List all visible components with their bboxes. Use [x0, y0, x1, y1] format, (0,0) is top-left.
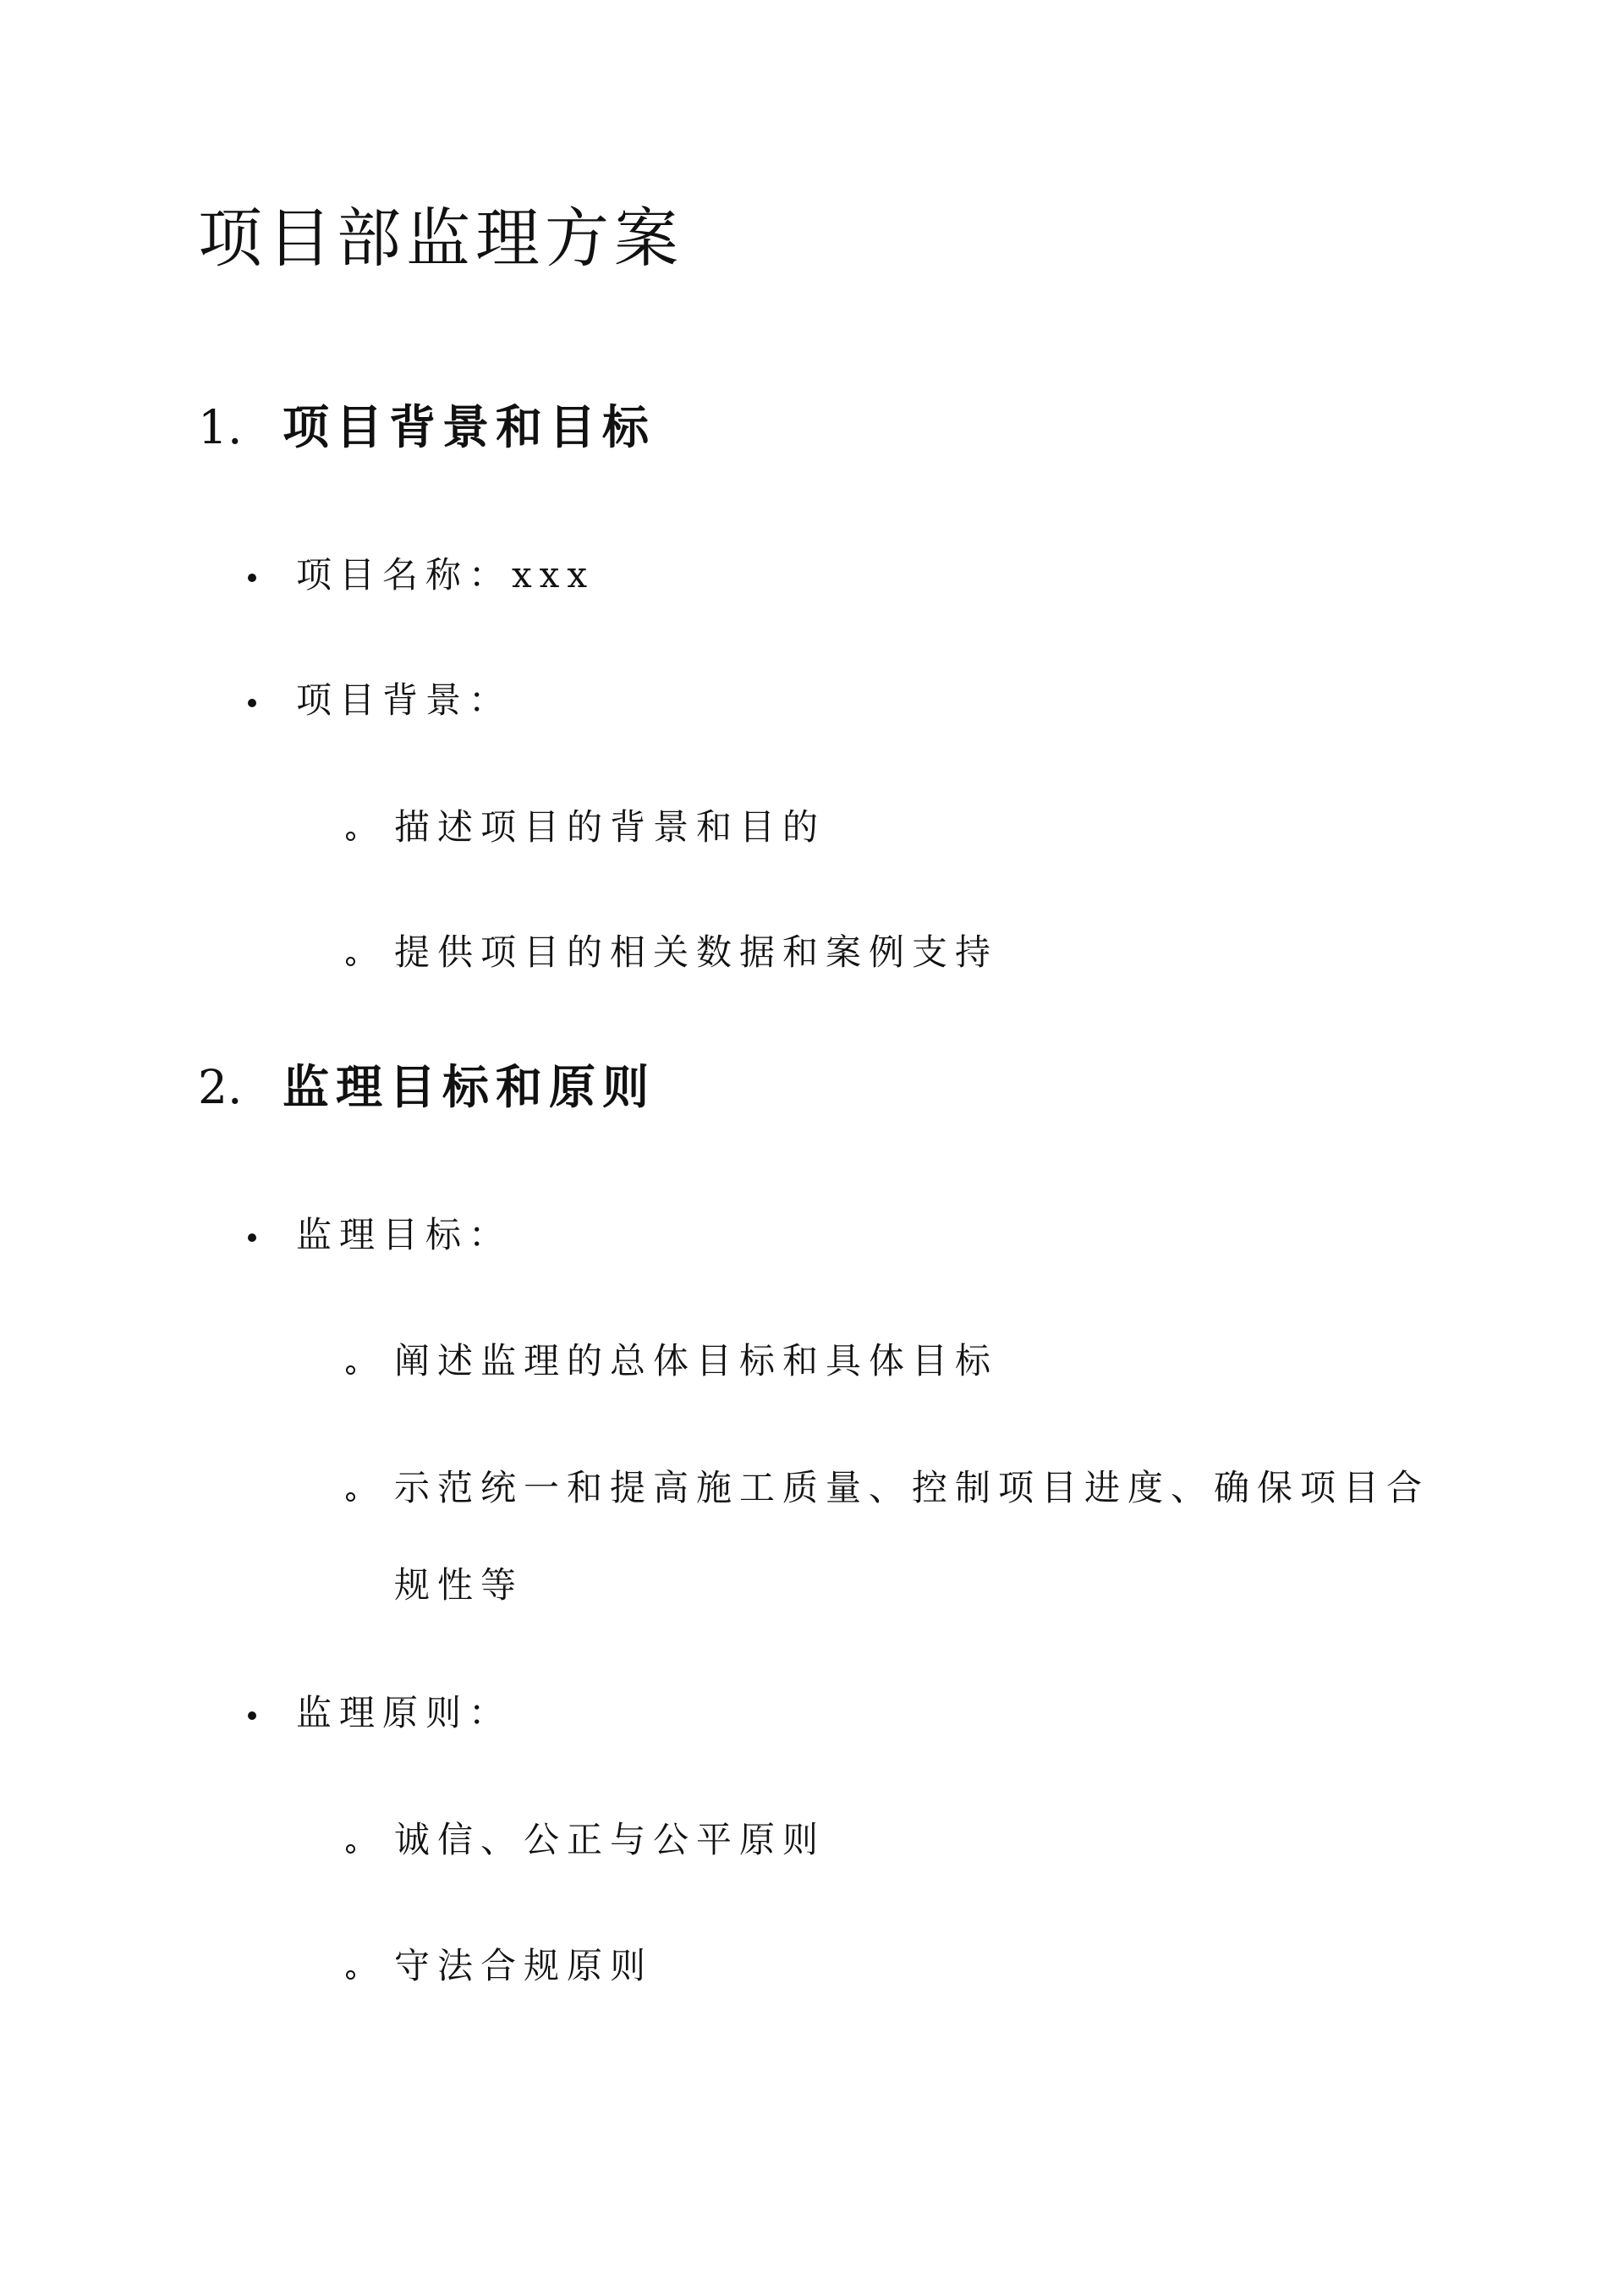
- list-item: 监理目标：: [296, 1214, 513, 1255]
- section-title: 项目背景和目标: [283, 399, 656, 454]
- bullet-disc: [248, 699, 256, 707]
- sub-list-item: 阐述监理的总体目标和具体目标: [394, 1340, 999, 1381]
- bullet-circle: [346, 1970, 355, 1980]
- section-title: 监理目标和原则: [283, 1059, 656, 1114]
- section-heading-2: [198, 1057, 656, 1117]
- list-item: 项目背景：: [296, 679, 513, 721]
- bullet-disc: [248, 1711, 256, 1720]
- bullet-circle: [346, 1365, 355, 1375]
- section-heading-1: [198, 398, 656, 457]
- bullet-circle: [346, 957, 355, 966]
- sub-list-item: 守法合规原则: [394, 1945, 654, 1986]
- sub-list-item-continuation: 规性等: [394, 1564, 524, 1606]
- bullet-circle: [346, 832, 355, 841]
- bullet-disc: [248, 574, 256, 582]
- page-title: 项目部监理方案: [198, 200, 683, 276]
- section-number: 1.: [198, 400, 243, 454]
- bullet-disc: [248, 1233, 256, 1242]
- section-number: 2.: [198, 1060, 243, 1114]
- bullet-circle: [346, 1492, 355, 1502]
- list-item: 监理原则：: [296, 1692, 513, 1733]
- sub-list-item: 诚信、公正与公平原则: [394, 1819, 826, 1860]
- list-item: 项目名称：xxx: [296, 554, 595, 596]
- sub-list-item: 提供项目的相关数据和案例支持: [394, 931, 999, 973]
- sub-list-item: 描述项目的背景和目的: [394, 806, 826, 848]
- bullet-circle: [346, 1844, 355, 1854]
- sub-list-item: 示范统一和提高施工质量、控制项目进度、确保项目合: [394, 1467, 1430, 1508]
